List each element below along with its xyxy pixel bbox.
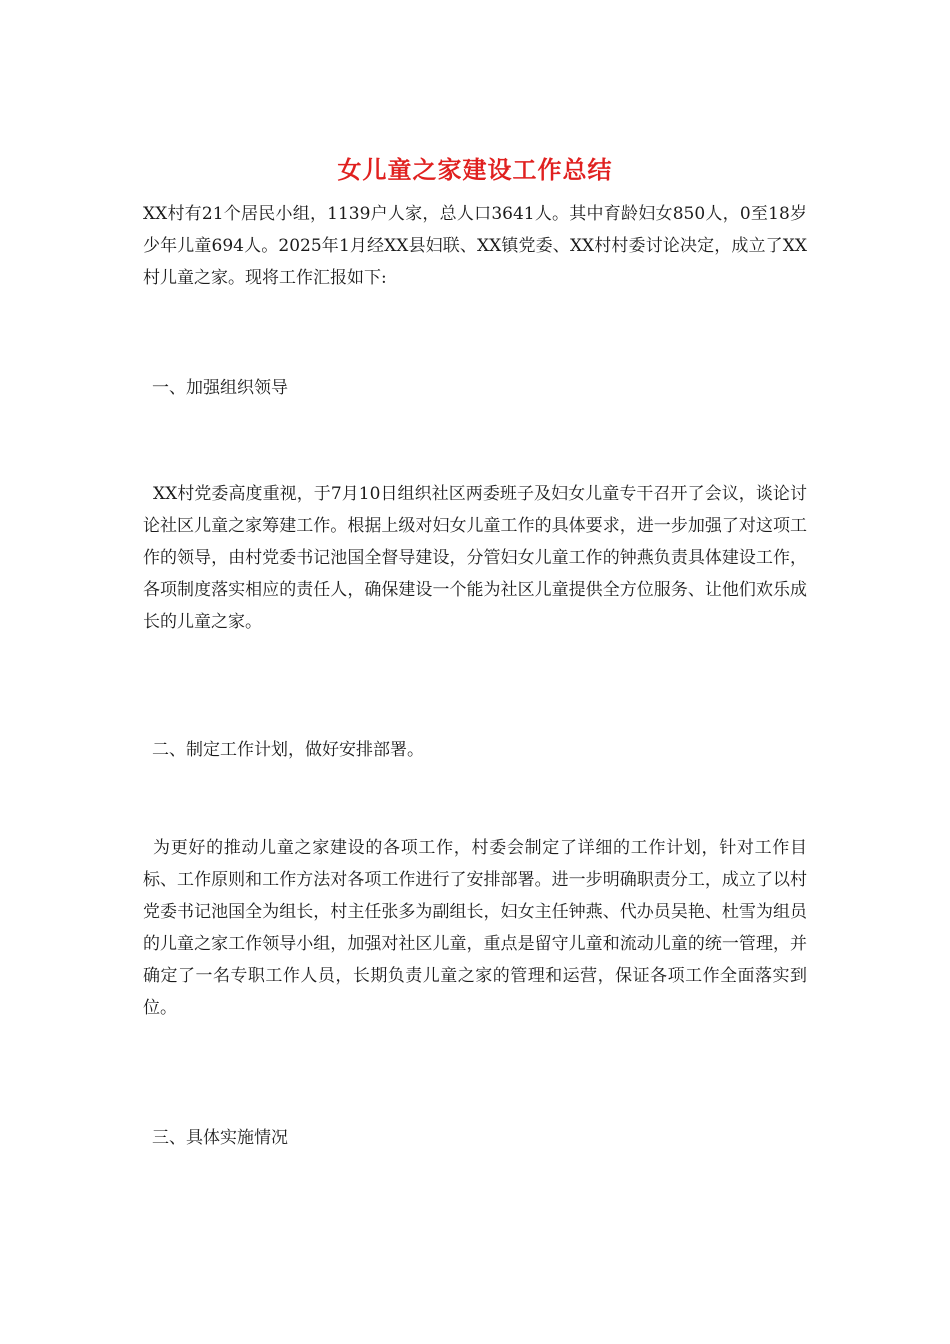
section-heading-2: 二、制定工作计划，做好安排部署。: [152, 740, 424, 760]
section-body-1: XX村党委高度重视，于7月10日组织社区两委班子及妇女儿童专干召开了会议，谈论讨论社区儿童之家筹建工作。根据上级对妇女儿童工作的具体要求，进一步加强了对这项工作的领导，由村党委书记池国全督导建设，分管妇女儿童工作的钟燕负责具体建设工作，各项制度落实相应的责任人，确保建设一个能为社区儿童提供全方位服务、让他们欢乐成长的儿童之家。: [143, 484, 807, 632]
document-title: 女儿童之家建设工作总结: [337, 155, 613, 184]
section-body-2: 为更好的推动儿童之家建设的各项工作，村委会制定了详细的工作计划，针对工作目标、工作原则和工作方法对各项工作进行了安排部署。进一步明确职责分工，成立了以村党委书记池国全为组长，村主任张多为副组长，妇女主任钟燕、代办员吴艳、杜雪为组员的儿童之家工作领导小组，加强对社区儿童，重点是留守儿童和流动儿童的统一管理，并确定了一名专职工作人员，长期负责儿童之家的管理和运营，保证各项工作全面落实到位。: [143, 838, 807, 1018]
intro-paragraph: XX村有21个居民小组，1139户人家，总人口3641人。其中育龄妇女850人，0至18岁少年儿童694人。2025年1月经XX县妇联、XX镇党委、XX村村委讨论决定，成立了XX村儿童之家。现将工作汇报如下:: [143, 204, 807, 288]
section-heading-1: 一、加强组织领导: [152, 378, 288, 398]
section-heading-3: 三、具体实施情况: [152, 1128, 288, 1148]
